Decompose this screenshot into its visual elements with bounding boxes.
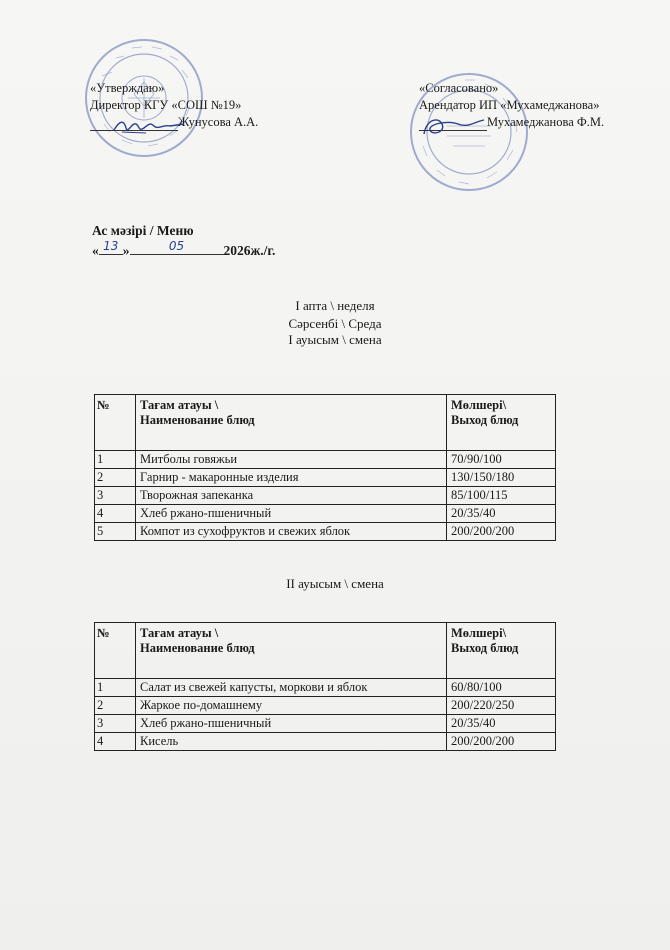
date-month-handwritten: 05 xyxy=(168,239,185,253)
header-dish-kz: Тағам атауы \ xyxy=(140,398,219,412)
table-row xyxy=(95,451,556,469)
header-dish-ru: Наименование блюд xyxy=(140,413,255,427)
header-yield xyxy=(447,395,556,451)
row-number: 3 xyxy=(95,487,136,505)
date-year: 2026ж./г. xyxy=(223,243,276,258)
approval-right-signer: Мухамеджанова Ф.М. xyxy=(487,115,605,129)
table-row xyxy=(95,715,556,733)
approval-left-signer: Жунусова А.А. xyxy=(178,115,259,129)
row-yield: 200/220/250 xyxy=(447,697,556,715)
row-yield: 200/200/200 xyxy=(447,733,556,751)
approval-left-title: «Утверждаю» xyxy=(90,81,165,95)
header-number: № xyxy=(95,623,136,679)
menu-title: Ас мәзірі / Меню xyxy=(92,223,194,238)
menu-table-shift2 xyxy=(94,622,556,751)
menu-date xyxy=(92,240,275,259)
row-number: 5 xyxy=(95,523,136,541)
header-yield-ru: Выход блюд xyxy=(451,413,519,427)
table-row xyxy=(95,469,556,487)
row-dish: Компот из сухофруктов и свежих яблок xyxy=(136,523,447,541)
table-row xyxy=(95,733,556,751)
header-dish xyxy=(136,623,447,679)
row-yield: 60/80/100 xyxy=(447,679,556,697)
table-row xyxy=(95,679,556,697)
table-row xyxy=(95,523,556,541)
menu-table-shift1 xyxy=(94,394,556,541)
row-dish: Жаркое по-домашнему xyxy=(136,697,447,715)
row-number: 1 xyxy=(95,679,136,697)
approval-right-title: «Согласовано» xyxy=(419,81,499,95)
week-heading: I апта \ неделя xyxy=(295,298,375,313)
header-dish-ru: Наименование блюд xyxy=(140,641,255,655)
date-day-blank xyxy=(99,240,123,255)
row-dish: Салат из свежей капусты, моркови и яблок xyxy=(136,679,447,697)
row-dish: Кисель xyxy=(136,733,447,751)
day-heading: Сәрсенбі \ Среда xyxy=(288,316,382,331)
shift2-heading: II ауысым \ смена xyxy=(286,576,384,591)
header-dish-kz: Тағам атауы \ xyxy=(140,626,219,640)
row-yield: 20/35/40 xyxy=(447,505,556,523)
row-dish: Митболы говяжьи xyxy=(136,451,447,469)
row-dish: Хлеб ржано-пшеничный xyxy=(136,715,447,733)
row-number: 1 xyxy=(95,451,136,469)
date-close-quote: » xyxy=(122,243,130,258)
approval-left-position: Директор КГУ «СОШ №19» xyxy=(90,98,242,112)
date-month-blank xyxy=(130,240,224,255)
row-number: 2 xyxy=(95,469,136,487)
table-header-row xyxy=(95,623,556,679)
header-yield xyxy=(447,623,556,679)
row-yield: 200/200/200 xyxy=(447,523,556,541)
header-yield-ru: Выход блюд xyxy=(451,641,519,655)
date-day-handwritten: 13 xyxy=(103,239,119,253)
table-row xyxy=(95,697,556,715)
header-yield-kz: Мөлшері\ xyxy=(451,626,507,640)
table-header-row xyxy=(95,395,556,451)
shift1-heading: I ауысым \ смена xyxy=(288,332,382,347)
header-dish xyxy=(136,395,447,451)
row-yield: 85/100/115 xyxy=(447,487,556,505)
row-number: 4 xyxy=(95,505,136,523)
row-number: 2 xyxy=(95,697,136,715)
row-dish: Творожная запеканка xyxy=(136,487,447,505)
date-open-quote: « xyxy=(92,243,99,258)
table-row xyxy=(95,487,556,505)
handwritten-signature-left xyxy=(110,114,190,138)
handwritten-signature-right xyxy=(418,112,488,142)
row-number: 3 xyxy=(95,715,136,733)
row-dish: Гарнир - макаронные изделия xyxy=(136,469,447,487)
header-yield-kz: Мөлшері\ xyxy=(451,398,507,412)
approval-right-position: Арендатор ИП «Мухамеджанова» xyxy=(419,98,600,112)
row-yield: 70/90/100 xyxy=(447,451,556,469)
header-number: № xyxy=(95,395,136,451)
row-number: 4 xyxy=(95,733,136,751)
table-row xyxy=(95,505,556,523)
row-dish: Хлеб ржано-пшеничный xyxy=(136,505,447,523)
row-yield: 130/150/180 xyxy=(447,469,556,487)
row-yield: 20/35/40 xyxy=(447,715,556,733)
